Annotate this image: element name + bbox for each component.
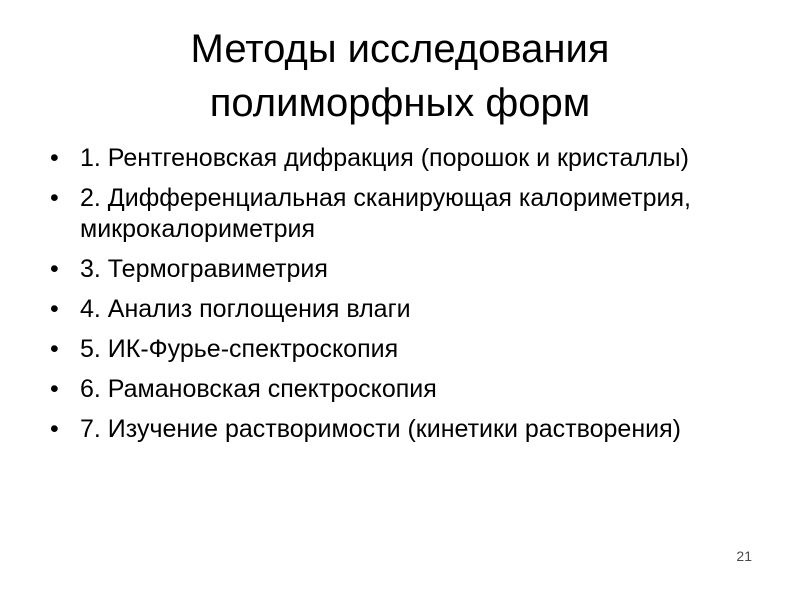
bullet-text: 1. Рентгеновская дифракция (порошок и кристаллы): [80, 144, 689, 172]
bullet-text: 2. Дифференциальная сканирующая калориметрия, микрокалориметрия: [80, 184, 691, 243]
bullet-text: 3. Термогравиметрия: [80, 255, 328, 283]
slide-title-line-2: полиморфных форм: [209, 81, 591, 125]
bullet-text: 6. Рамановская спектроскопия: [80, 375, 437, 403]
bullet-item-solubility: [48, 414, 728, 445]
bullet-icon: •: [50, 144, 59, 172]
bullet-list: [48, 143, 728, 454]
bullet-icon: •: [50, 375, 59, 403]
bullet-icon: •: [50, 335, 59, 363]
bullet-text: 7. Изучение растворимости (кинетики растворения): [80, 415, 681, 443]
bullet-item-dsc: [48, 183, 728, 245]
bullet-icon: •: [50, 415, 59, 443]
bullet-item-xrd: [48, 143, 728, 174]
bullet-item-moisture: [48, 294, 728, 325]
bullet-icon: •: [50, 255, 59, 283]
bullet-item-tga: [48, 254, 728, 285]
bullet-icon: •: [50, 295, 59, 323]
slide-title: [60, 22, 740, 130]
bullet-text: 5. ИК-Фурье-спектроскопия: [80, 335, 399, 363]
slide-page-number: 21: [736, 548, 752, 564]
bullet-text: 4. Анализ поглощения влаги: [80, 295, 411, 323]
bullet-icon: •: [50, 184, 59, 212]
slide-title-line-1: Методы исследования: [190, 27, 610, 71]
bullet-item-raman: [48, 374, 728, 405]
bullet-item-ftir: [48, 334, 728, 365]
